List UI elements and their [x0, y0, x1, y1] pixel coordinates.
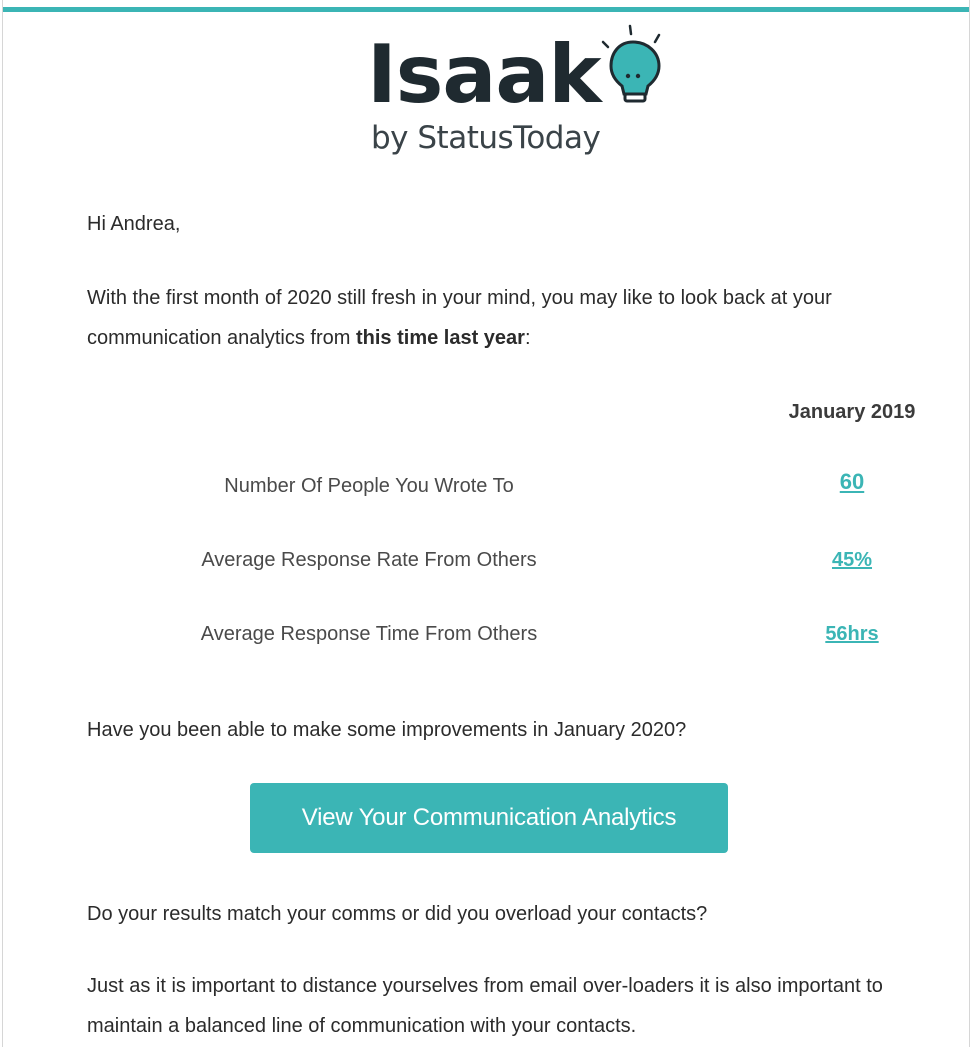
brand-tagline: by StatusToday	[371, 120, 601, 156]
stat-label: Average Response Time From Others	[200, 623, 538, 645]
closing-paragraph: Just as it is important to distance yourselves from email over-loaders it is also important to maintain a balanced line of communication with your contacts.	[87, 975, 883, 1037]
stat-value-link[interactable]: 60	[839, 469, 865, 494]
intro-emphasis: this time last year	[355, 327, 525, 349]
stat-label: Average Response Rate From Others	[201, 549, 537, 571]
stat-row	[3, 540, 969, 580]
stat-value-link[interactable]: 56hrs	[825, 623, 879, 645]
match-question: Do your results match your comms or did you overload your contacts?	[87, 903, 708, 925]
brand-logo	[3, 22, 969, 162]
lightbulb-icon	[597, 22, 671, 112]
period-header: January 2019	[788, 401, 916, 423]
stat-row	[3, 466, 969, 506]
stat-row	[3, 614, 969, 654]
view-analytics-button[interactable]: View Your Communication Analytics	[250, 783, 728, 853]
brand-name: Isaak	[367, 28, 601, 121]
stat-value-link[interactable]: 45%	[831, 549, 873, 571]
email-body	[2, 0, 970, 1047]
stat-label: Number Of People You Wrote To	[224, 475, 514, 497]
intro-end: :	[524, 327, 531, 349]
brand-accent-bar	[3, 7, 969, 12]
improvement-question: Have you been able to make some improvements in January 2020?	[87, 719, 687, 741]
greeting: Hi Andrea,	[87, 213, 181, 235]
intro-paragraph	[87, 278, 907, 358]
intro-text: With the first month of 2020 still fresh in your mind, you may like to look back at your communication analytics from	[87, 287, 832, 349]
